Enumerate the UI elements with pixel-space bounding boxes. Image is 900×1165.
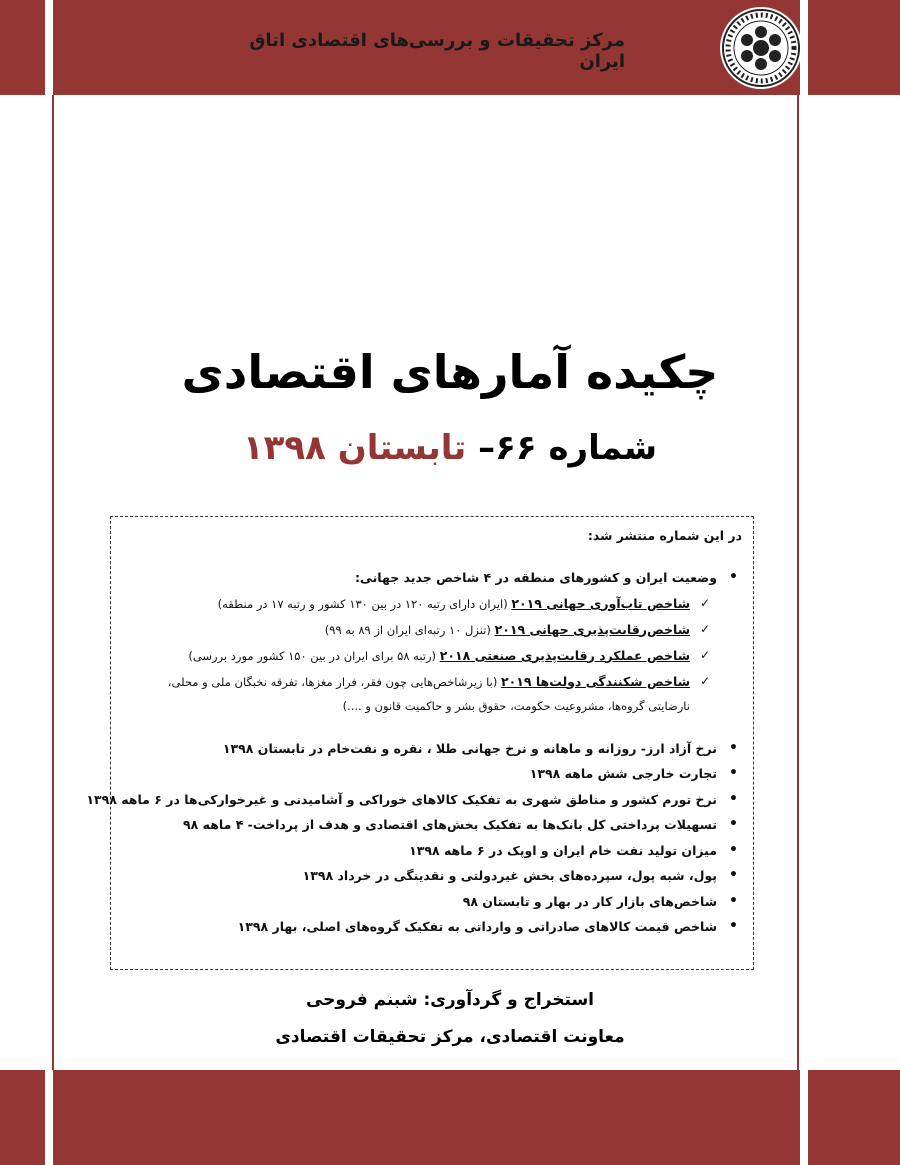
footer-band <box>0 1070 900 1165</box>
index-note: (ایران دارای رتبه ۱۲۰ در بین ۱۳۰ کشور و رتبه ۱۷ در منطقه) <box>217 596 512 611</box>
check-item <box>120 669 742 695</box>
checkmark-icon: ✓ <box>699 595 710 610</box>
checkmark-icon: ✓ <box>699 647 710 662</box>
band-gap-right-bottom <box>800 1070 808 1165</box>
bullet-icon: • <box>729 892 738 909</box>
list-item: • نرخ تورم کشور و مناطق شهری به تفکیک کالاهای خوراکی و آشامیدنی و غیرخوارکی‌ها در ۶ ماهه ۱۳۹۸ <box>120 787 742 813</box>
index-note-continuation: نارضایتی گروه‌ها، مشروعیت حکومت، حقوق بشر و حاکمیت قانون و ....) <box>342 698 690 713</box>
contents-intro: در این شماره منتشر شد: <box>587 528 742 543</box>
check-item <box>120 591 742 617</box>
bullet-icon: • <box>729 918 738 934</box>
list-item: • شاخص قیمت کالاهای صادراتی و وارداتی به تفکیک گروه‌های اصلی، بهار ۱۳۹۸ <box>120 914 742 940</box>
department-credit: معاونت اقتصادی، مرکز تحقیقات اقتصادی <box>275 1027 625 1047</box>
bullet-icon: • <box>729 790 738 807</box>
checkmark-icon: ✓ <box>699 673 710 688</box>
page-title: چکیده آمارهای اقتصادی <box>181 345 719 399</box>
index-note: (رتبه ۵۸ برای ایران در بین ۱۵۰ کشور مورد بررسی) <box>188 648 440 663</box>
bullet-icon: • <box>729 569 738 585</box>
band-gap-left-top <box>45 0 53 95</box>
index-name: شاخص عملکرد رقابت‌پذیری صنعتی ۲۰۱۸ <box>439 647 690 663</box>
list-item: • وضعیت ایران و کشورهای منطقه در ۴ شاخص جدید جهانی: <box>120 565 742 591</box>
index-name: شاخص تاب‌آوری جهانی ۲۰۱۹ <box>511 595 690 611</box>
issue-line <box>0 428 900 468</box>
bullet-icon: • <box>729 765 738 781</box>
compiler-credit: استخراج و گردآوری: شبنم فروحی <box>305 990 595 1010</box>
check-item <box>120 643 742 669</box>
bullet-icon: • <box>729 739 738 756</box>
bullet-icon: • <box>729 816 738 832</box>
list-item: • پول، شبه پول، سپرده‌های بخش غیردولتی و نقدینگی در خرداد ۱۳۹۸ <box>120 863 742 889</box>
issue-number: شماره ۶۶– <box>478 428 658 468</box>
index-name: شاخص شکنندگی دولت‌ها ۲۰۱۹ <box>500 673 690 689</box>
list-item: • میزان تولید نفت خام ایران و اوپک در ۶ ماهه ۱۳۹۸ <box>120 838 742 864</box>
issue-season: تابستان ۱۳۹۸ <box>242 428 467 468</box>
check-item <box>120 617 742 643</box>
band-gap-left-bottom <box>45 1070 53 1165</box>
index-note: (با زیرشاخص‌هایی چون فقر، فرار مغزها، تفرقه نخبگان ملی و محلی، <box>167 674 501 689</box>
bullet-icon: • <box>729 867 738 883</box>
contents-list <box>86 520 742 940</box>
list-item: • تجارت خارجی شش ماهه ۱۳۹۸ <box>120 761 742 787</box>
bullet-icon: • <box>729 841 738 858</box>
organization-title: مرکز تحقیقات و بررسی‌های اقتصادی اتاق ایران <box>249 30 625 72</box>
list-item: • نرخ آزاد ارز- روزانه و ماهانه و نرخ جهانی طلا ، نقره و نفت‌خام در تابستان ۱۳۹۸ <box>120 736 742 762</box>
list-item: • تسهیلات پرداختی کل بانک‌ها به تفکیک بخش‌های اقتصادی و هدف از پرداخت- ۴ ماهه ۹۸ <box>120 812 742 838</box>
chamber-logo-icon <box>718 5 804 91</box>
list-item: • شاخص‌های بازار کار در بهار و تابستان ۹۸ <box>120 889 742 915</box>
index-name: شاخص‌رقابت‌پذیری جهانی ۲۰۱۹ <box>494 621 690 637</box>
index-note: (تنزل ۱۰ رتبه‌ای ایران از ۸۹ به ۹۹) <box>324 622 495 637</box>
checkmark-icon: ✓ <box>699 621 710 636</box>
